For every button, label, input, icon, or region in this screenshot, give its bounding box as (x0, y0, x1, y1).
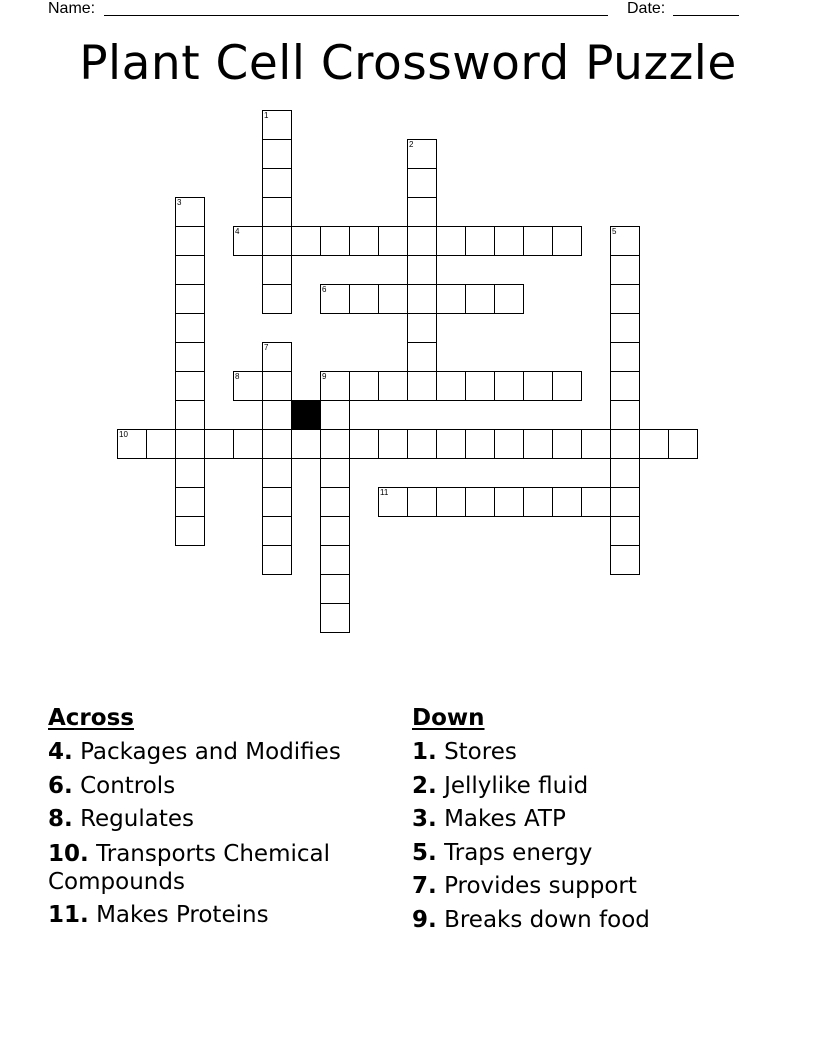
grid-cell[interactable] (610, 545, 640, 575)
grid-cell[interactable] (175, 284, 205, 314)
grid-cell[interactable] (320, 226, 350, 256)
grid-cell[interactable] (291, 429, 321, 459)
grid-cell[interactable] (320, 545, 350, 575)
across-clue (48, 770, 388, 804)
grid-cell[interactable] (465, 226, 495, 256)
across-clue (48, 899, 388, 933)
down-heading: Down (412, 705, 485, 731)
grid-cell[interactable] (610, 487, 640, 517)
clue-number-label: 10 (119, 430, 128, 439)
clue-number-label: 5 (612, 227, 617, 236)
grid-cell[interactable] (262, 139, 292, 169)
clue-text: Makes ATP (444, 806, 566, 832)
grid-cell[interactable] (523, 487, 553, 517)
clue-number: 8. (48, 806, 73, 832)
grid-cell[interactable] (175, 487, 205, 517)
grid-cell[interactable] (552, 226, 582, 256)
grid-cell[interactable] (610, 313, 640, 343)
grid-cell[interactable] (320, 603, 350, 633)
down-clue (412, 803, 772, 837)
grid-cell[interactable] (581, 429, 611, 459)
grid-cell[interactable] (494, 487, 524, 517)
clue-number-label: 11 (380, 488, 389, 497)
grid-cell[interactable] (523, 226, 553, 256)
clue-number-label: 3 (177, 198, 182, 207)
page-title: Plant Cell Crossword Puzzle (79, 36, 737, 91)
grid-cell[interactable] (407, 255, 437, 285)
across-clue (48, 736, 388, 770)
clue-number: 9. (412, 906, 437, 933)
grid-cell[interactable] (552, 487, 582, 517)
grid-cell[interactable] (175, 429, 205, 459)
clue-number-label: 6 (322, 285, 327, 294)
grid-cell[interactable] (262, 429, 292, 459)
grid-cell[interactable] (494, 371, 524, 401)
clue-text: Traps energy (444, 839, 593, 866)
grid-cell[interactable] (175, 458, 205, 488)
grid-cell[interactable] (320, 458, 350, 488)
grid-cell[interactable] (465, 487, 495, 517)
grid-cell[interactable] (349, 371, 379, 401)
grid-cell[interactable] (262, 255, 292, 285)
grid-cell[interactable] (262, 516, 292, 546)
grid-cell[interactable] (320, 516, 350, 546)
clue-number-label: 1 (264, 111, 269, 120)
grid-cell[interactable] (610, 429, 640, 459)
across-clues (48, 704, 388, 932)
clue-number-label: 2 (409, 140, 414, 149)
grid-cell[interactable] (494, 284, 524, 314)
down-clue (412, 770, 772, 804)
clue-number: 11. (48, 901, 89, 928)
clue-text: Regulates (80, 806, 194, 832)
grid-cell[interactable] (436, 429, 466, 459)
down-clue (412, 904, 772, 938)
grid-cell[interactable] (407, 429, 437, 459)
grid-cell[interactable] (407, 197, 437, 227)
grid-cell[interactable] (610, 255, 640, 285)
grid-cell[interactable] (262, 226, 292, 256)
clue-text: Stores (444, 739, 517, 765)
grid-cell[interactable] (262, 545, 292, 575)
grid-cell[interactable] (523, 429, 553, 459)
grid-cell[interactable] (494, 429, 524, 459)
grid-cell[interactable] (378, 284, 408, 314)
down-clue (412, 736, 772, 770)
grid-cell[interactable] (349, 429, 379, 459)
clue-text: Breaks down food (444, 906, 650, 933)
grid-cell[interactable] (407, 313, 437, 343)
grid-cell[interactable] (262, 371, 292, 401)
grid-cell[interactable] (262, 458, 292, 488)
grid-cell[interactable] (262, 284, 292, 314)
grid-cell[interactable] (175, 342, 205, 372)
black-cell (291, 400, 321, 430)
grid-cell[interactable] (436, 284, 466, 314)
grid-cell[interactable] (175, 371, 205, 401)
grid-cell[interactable] (465, 284, 495, 314)
grid-cell[interactable] (175, 400, 205, 430)
grid-cell[interactable] (523, 371, 553, 401)
clue-number: 3. (412, 806, 437, 832)
grid-cell[interactable] (349, 284, 379, 314)
grid-cell[interactable] (610, 458, 640, 488)
grid-cell[interactable] (436, 226, 466, 256)
grid-cell[interactable] (407, 284, 437, 314)
across-clue (48, 803, 388, 837)
clue-number-label: 9 (322, 372, 327, 381)
down-clue (412, 870, 772, 904)
clue-number: 6. (48, 772, 73, 799)
grid-cell[interactable] (378, 429, 408, 459)
clue-text: Controls (80, 772, 176, 799)
clue-number-label: 7 (264, 343, 269, 352)
grid-cell[interactable] (175, 516, 205, 546)
clue-text: Packages and Modifies (80, 739, 341, 765)
grid-cell[interactable] (320, 574, 350, 604)
across-clue (48, 837, 388, 899)
grid-cell[interactable] (262, 400, 292, 430)
grid-cell[interactable] (407, 168, 437, 198)
grid-cell[interactable] (175, 255, 205, 285)
clue-text: Provides support (444, 873, 637, 899)
name-label: Name: (48, 0, 96, 17)
grid-cell[interactable] (407, 371, 437, 401)
grid-cell[interactable] (378, 226, 408, 256)
grid-cell[interactable] (610, 284, 640, 314)
grid-cell[interactable] (610, 400, 640, 430)
grid-cell[interactable] (146, 429, 176, 459)
grid-cell[interactable] (610, 342, 640, 372)
grid-cell[interactable] (262, 197, 292, 227)
clue-text: Makes Proteins (96, 901, 269, 928)
down-clues (412, 704, 772, 937)
grid-cell[interactable] (436, 371, 466, 401)
grid-cell[interactable] (349, 226, 379, 256)
clue-number-label: 4 (235, 227, 240, 236)
grid-cell[interactable] (320, 400, 350, 430)
clue-number: 4. (48, 739, 73, 765)
grid-cell[interactable] (204, 429, 234, 459)
grid-cell[interactable] (639, 429, 669, 459)
grid-cell[interactable] (465, 429, 495, 459)
clue-number-label: 8 (235, 372, 240, 381)
clue-number: 7. (412, 873, 437, 899)
grid-cell[interactable] (262, 487, 292, 517)
clue-number: 1. (412, 739, 437, 765)
clue-number: 2. (412, 772, 437, 799)
grid-cell[interactable] (233, 429, 263, 459)
down-clue (412, 837, 772, 871)
date-label: Date: (627, 0, 666, 17)
grid-cell[interactable] (552, 371, 582, 401)
grid-cell[interactable] (291, 226, 321, 256)
clue-number: 5. (412, 839, 437, 866)
grid-cell[interactable] (610, 371, 640, 401)
grid-cell[interactable] (465, 371, 495, 401)
clue-text: Jellylike fluid (444, 772, 589, 799)
across-heading: Across (48, 705, 134, 731)
grid-cell[interactable] (175, 226, 205, 256)
grid-cell[interactable] (668, 429, 698, 459)
grid-cell[interactable] (175, 313, 205, 343)
clue-text: Transports Chemical Compounds (48, 840, 330, 895)
grid-cell[interactable] (407, 342, 437, 372)
clue-number: 10. (48, 840, 89, 867)
grid-cell[interactable] (610, 516, 640, 546)
grid-cell[interactable] (262, 168, 292, 198)
grid-cell[interactable] (494, 226, 524, 256)
grid-cell[interactable] (378, 371, 408, 401)
grid-cell[interactable] (407, 226, 437, 256)
grid-cell[interactable] (581, 487, 611, 517)
grid-cell[interactable] (320, 487, 350, 517)
grid-cell[interactable] (552, 429, 582, 459)
grid-cell[interactable] (407, 487, 437, 517)
grid-cell[interactable] (436, 487, 466, 517)
grid-cell[interactable] (320, 429, 350, 459)
